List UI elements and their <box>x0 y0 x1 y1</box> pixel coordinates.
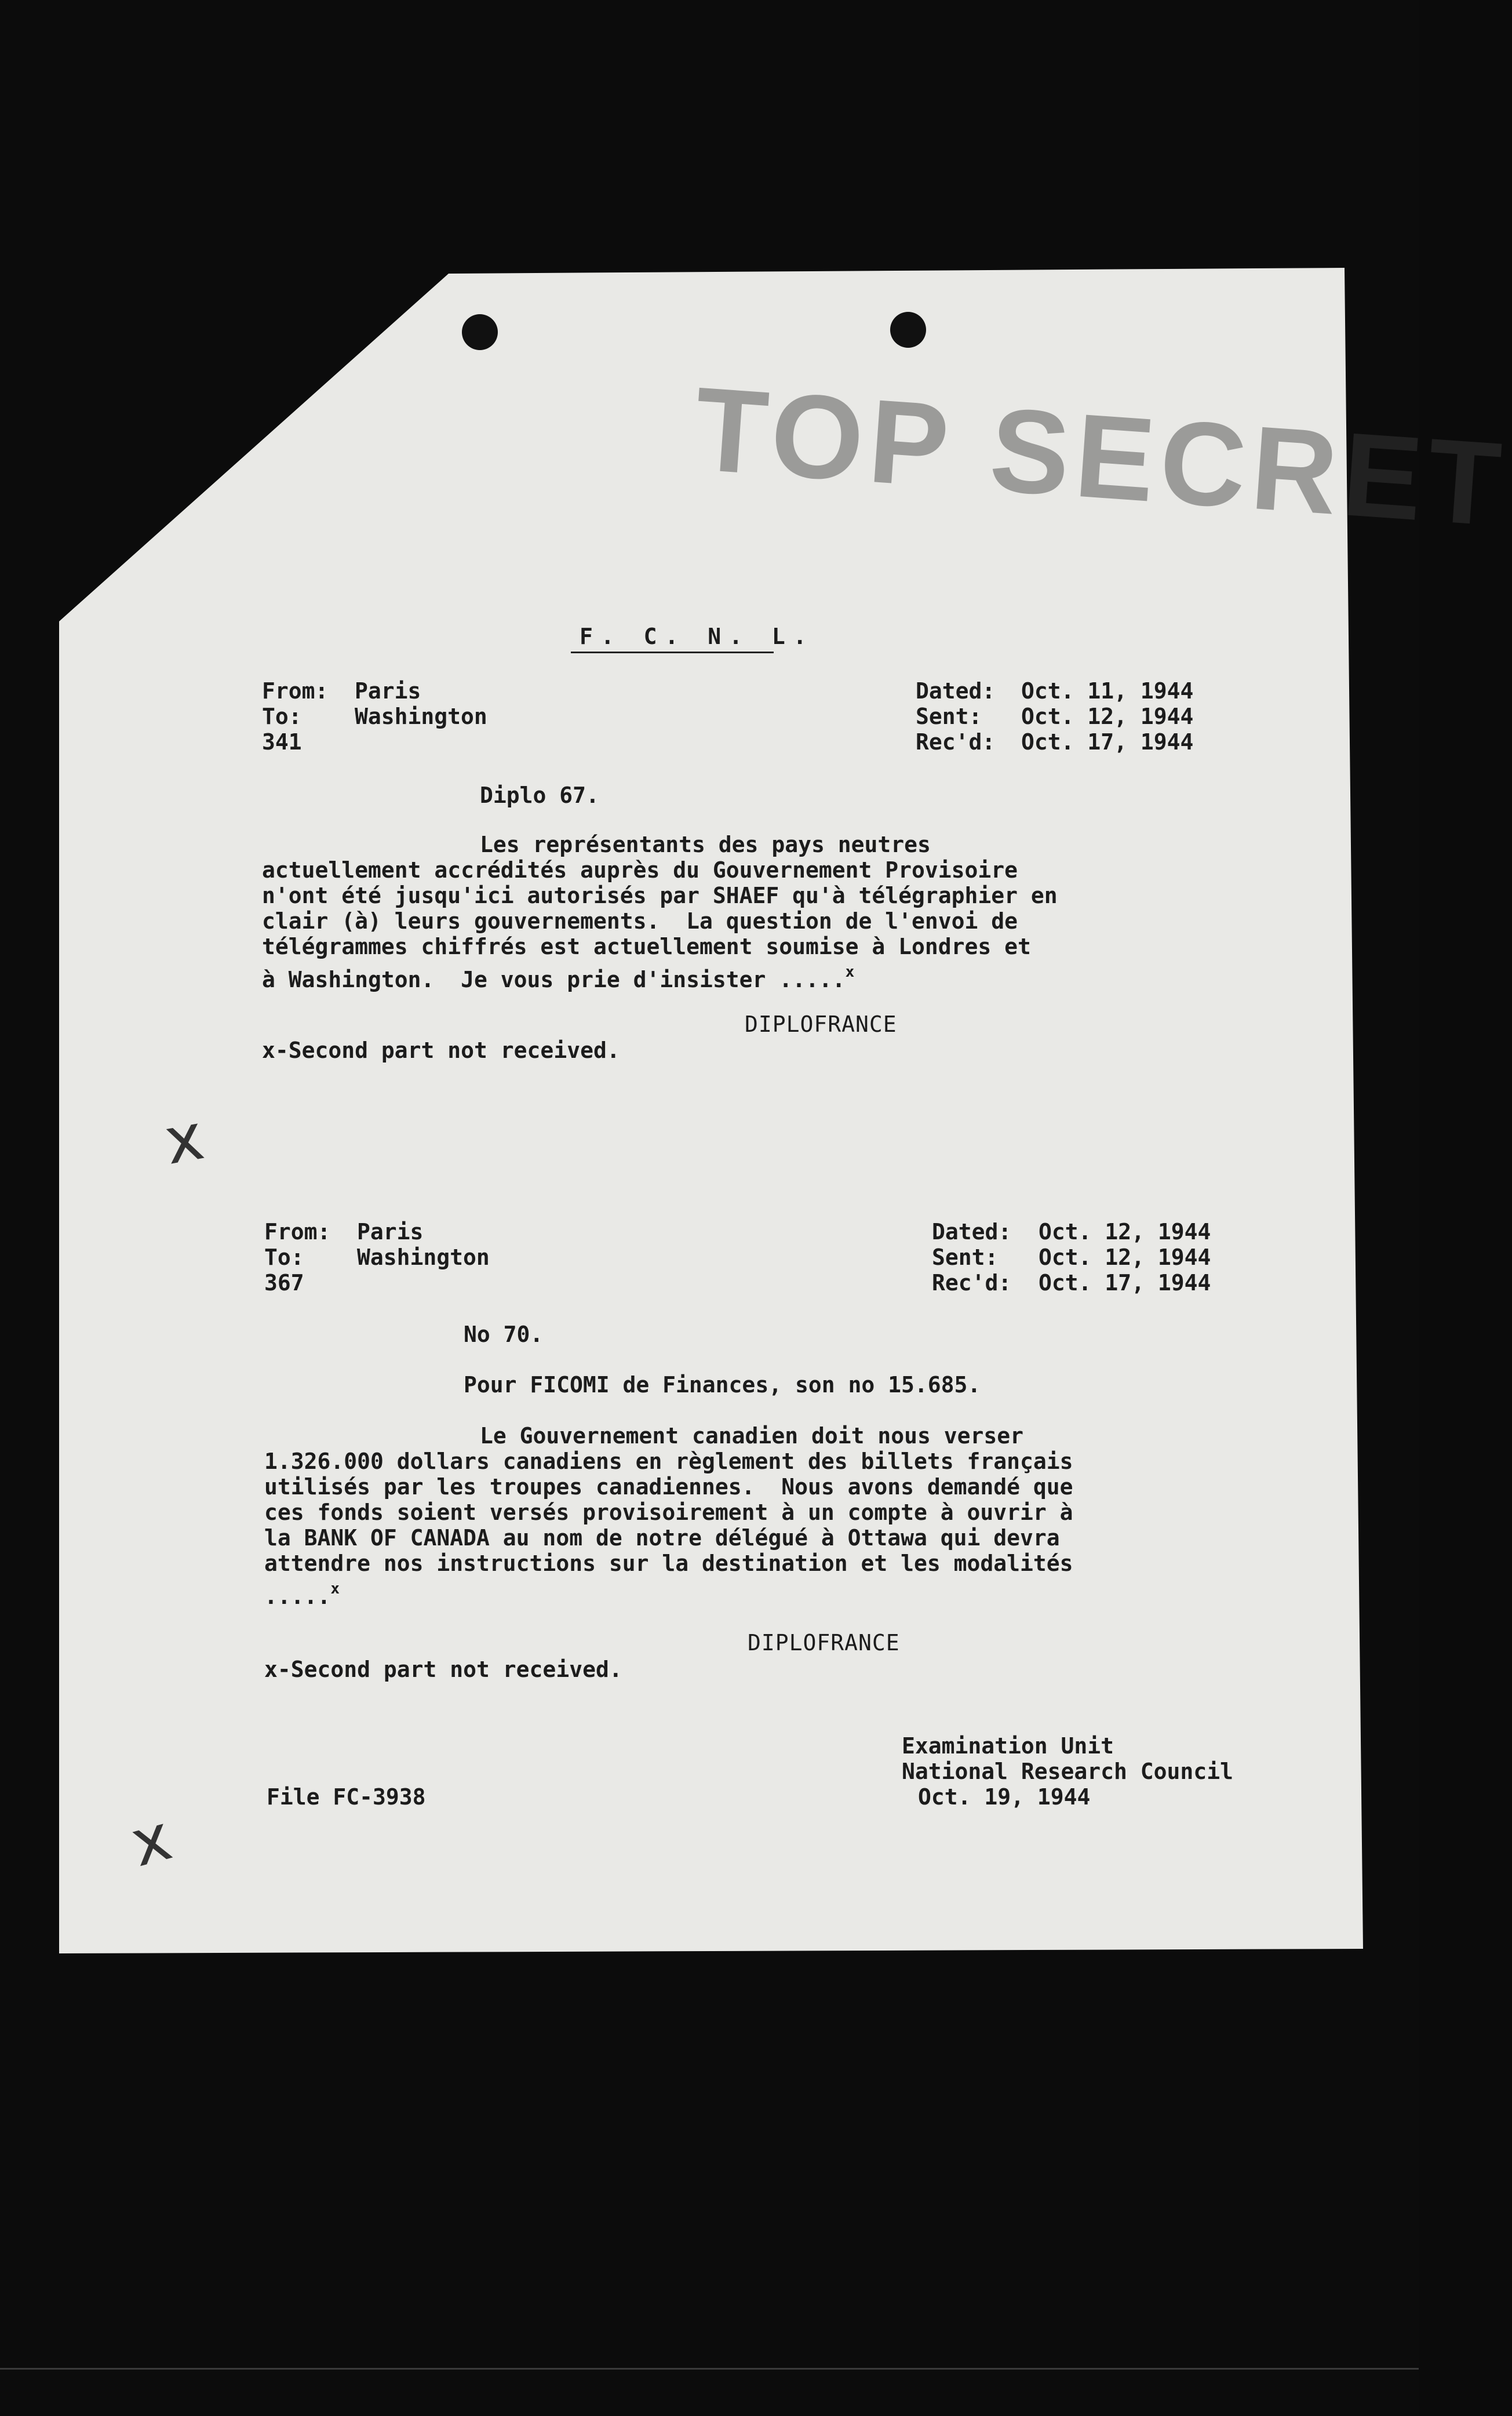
msg2-sent-value: Oct. 12, 1944 <box>1039 1245 1211 1270</box>
msg2-body-line: ces fonds soient versés provisoirement à un compte à ouvrir à <box>264 1500 1073 1525</box>
msg2-to-label: To: <box>264 1245 304 1270</box>
msg1-footnote-mark: x <box>845 963 855 981</box>
msg2-note: x-Second part not received. <box>264 1657 622 1682</box>
msg2-body-line: utilisés par les troupes canadiennes. Nous avons demandé que <box>264 1474 1073 1500</box>
msg2-signature: DIPLOFRANCE <box>748 1630 900 1655</box>
msg2-dated-label: Dated: <box>932 1219 1012 1245</box>
msg2-body-line: attendre nos instructions sur la destination et les modalités <box>264 1551 1073 1576</box>
msg1-to-value: Washington <box>355 704 487 729</box>
msg1-recd-label: Rec'd: <box>916 729 996 755</box>
msg2-dated-value: Oct. 12, 1944 <box>1039 1219 1211 1245</box>
msg2-footnote-mark: x <box>330 1580 340 1598</box>
msg2-body-text: ..... <box>264 1584 331 1609</box>
msg2-reference: No 70. <box>464 1322 544 1347</box>
msg2-body-line: 1.326.000 dollars canadiens en règlement des billets français <box>264 1449 1073 1474</box>
msg2-to-value: Washington <box>357 1245 490 1270</box>
msg1-number: 341 <box>262 729 302 755</box>
footer-unit: Examination Unit <box>902 1733 1114 1759</box>
msg1-signature: DIPLOFRANCE <box>745 1011 897 1037</box>
msg2-recd-label: Rec'd: <box>932 1270 1012 1296</box>
msg2-body-line: la BANK OF CANADA au nom de notre délégué à Ottawa qui devra <box>264 1525 1060 1551</box>
msg1-body-line: n'ont été jusqu'ici autorisés par SHAEF qu'à télégraphier en <box>262 883 1058 908</box>
punch-hole-left <box>462 314 498 350</box>
footer-date: Oct. 19, 1944 <box>918 1784 1091 1810</box>
msg1-body-text: à Washington. Je vous prie d'insister ..... <box>262 967 846 992</box>
scan-edge-line <box>0 2368 1419 2370</box>
msg1-from-label: From: <box>262 678 329 704</box>
footer-file-number: File FC-3938 <box>267 1784 426 1810</box>
msg1-body-line: clair (à) leurs gouvernements. La question de l'envoi de <box>262 908 1018 934</box>
msg2-body-line-last <box>264 1576 340 1609</box>
msg1-sent-value: Oct. 12, 1944 <box>1021 704 1194 729</box>
footer-council: National Research Council <box>902 1759 1233 1784</box>
document-header: F. C. N. L. <box>580 624 815 649</box>
msg1-body-line: Les représentants des pays neutres <box>480 832 931 857</box>
msg1-dated-label: Dated: <box>916 678 996 704</box>
handwritten-x-mark: x <box>159 1099 209 1179</box>
top-secret-stamp: TOP SECRET <box>690 362 1511 552</box>
msg1-recd-value: Oct. 17, 1944 <box>1021 729 1194 755</box>
msg1-to-label: To: <box>262 704 302 729</box>
msg1-from-value: Paris <box>355 678 421 704</box>
handwritten-x-mark: x <box>123 1799 179 1882</box>
msg1-body-line-last <box>262 959 854 992</box>
msg1-body-line: actuellement accrédités auprès du Gouvernement Provisoire <box>262 857 1018 883</box>
msg1-dated-value: Oct. 11, 1944 <box>1021 678 1194 704</box>
msg2-recd-value: Oct. 17, 1944 <box>1039 1270 1211 1296</box>
msg2-from-value: Paris <box>357 1219 424 1245</box>
msg2-number: 367 <box>264 1270 304 1296</box>
msg1-body-line: télégrammes chiffrés est actuellement soumise à Londres et <box>262 934 1031 959</box>
msg1-reference: Diplo 67. <box>480 783 599 808</box>
msg2-sent-label: Sent: <box>932 1245 999 1270</box>
msg2-from-label: From: <box>264 1219 331 1245</box>
msg2-subject: Pour FICOMI de Finances, son no 15.685. <box>464 1372 981 1398</box>
msg1-sent-label: Sent: <box>916 704 982 729</box>
msg2-body-line: Le Gouvernement canadien doit nous verser <box>480 1423 1023 1449</box>
punch-hole-right <box>890 312 926 348</box>
msg1-note: x-Second part not received. <box>262 1038 620 1063</box>
header-underline <box>571 652 774 653</box>
